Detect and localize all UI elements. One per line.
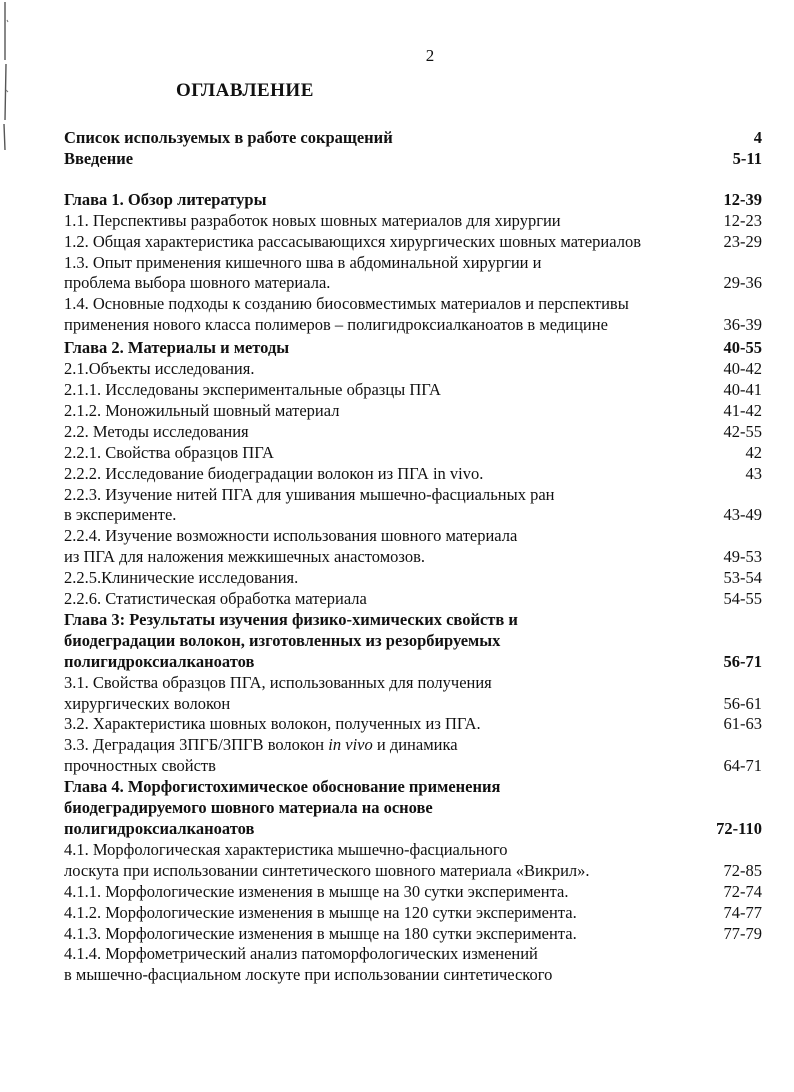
toc-entry <box>64 777 762 840</box>
toc-entry <box>64 944 762 986</box>
toc-entry-line: 2.2.1. Свойства образцов ПГА <box>64 442 274 462</box>
toc-entry-line: 3.2. Характеристика шовных волокон, полученных из ПГА. <box>64 714 481 734</box>
page-number: 2 <box>425 46 435 65</box>
toc-entry <box>64 714 762 735</box>
toc-entry <box>64 190 762 211</box>
toc-entry-title <box>64 485 710 527</box>
toc-entry-line: 2.2.3. Изучение нитей ПГА для ушивания мышечно-фасциальных ран <box>64 484 555 504</box>
toc-entry <box>64 128 762 149</box>
toc-entry-title <box>64 840 710 882</box>
toc-entry-line: применения нового класса полимеров – полигидроксиалканоатов в медицине <box>64 315 608 335</box>
toc-entry <box>64 882 762 903</box>
toc-entry-line: 2.2.2. Исследование биодеградации волокон из ПГА in vivo. <box>64 463 484 483</box>
toc-entry-pages: 53-54 <box>723 568 762 588</box>
toc-entry <box>64 149 762 170</box>
toc-entry-title <box>64 294 710 336</box>
toc-entry-line: 2.2.4. Изучение возможности использования шовного материала <box>64 526 518 546</box>
toc-entry-pages: 54-55 <box>723 589 762 609</box>
toc-entry-title <box>64 882 710 903</box>
toc-entry-pages: 12-23 <box>723 210 762 230</box>
toc-entry-pages: 64-71 <box>723 756 762 776</box>
toc-entry-title <box>64 526 710 568</box>
toc-entry-pages: 5-11 <box>732 148 762 168</box>
toc-entry-pages: 49-53 <box>723 547 762 567</box>
toc-entry <box>64 422 762 443</box>
toc-entry-title <box>64 777 702 840</box>
toc-entry <box>64 673 762 715</box>
toc-entry-line: 2.2.6. Статистическая обработка материала <box>64 589 367 609</box>
toc-entry-pages: 61-63 <box>723 714 762 734</box>
toc-entry-title <box>64 903 710 924</box>
toc-entry-title <box>64 211 710 232</box>
toc-entry-line: 1.4. Основные подходы к созданию биосовместимых материалов и перспективы <box>64 294 629 314</box>
toc-entry-line: лоскута при использовании синтетического шовного материала «Викрил». <box>64 860 590 880</box>
toc-entry-line: из ПГА для наложения межкишечных анастомозов. <box>64 547 425 567</box>
toc-heading: ОГЛАВЛЕНИЕ <box>176 80 314 101</box>
toc-entry-pages: 40-41 <box>723 379 762 399</box>
toc-entry-pages: 40-42 <box>723 359 762 379</box>
toc-entry-line: полигидроксиалканоатов <box>64 819 255 838</box>
toc-entry-title <box>64 464 732 485</box>
toc-entry-line: 4.1.1. Морфологические изменения в мышце на 30 сутки эксперимента. <box>64 881 569 901</box>
toc-entry-pages: 40-55 <box>723 338 762 358</box>
toc-entry <box>64 903 762 924</box>
toc-entry-pages: 43 <box>745 463 762 483</box>
toc-entry-pages: 56-71 <box>723 651 762 671</box>
toc-entry-line: Глава 1. Обзор литературы <box>64 189 267 209</box>
toc-entry-title <box>64 610 710 673</box>
toc-entry-line: хирургических волокон <box>64 693 231 713</box>
toc-entry-title <box>64 401 710 422</box>
toc-entry-pages: 72-74 <box>723 881 762 901</box>
toc-entry-pages: 42 <box>745 442 762 462</box>
toc-entry <box>64 526 762 568</box>
toc-entry-pages: 72-85 <box>723 860 762 880</box>
toc-entry-pages: 72-110 <box>716 819 762 838</box>
toc-entry-pages: 56-61 <box>723 693 762 713</box>
toc-entry-line: 1.2. Общая характеристика рассасывающихся хирургических шовных материалов <box>64 231 641 251</box>
toc-entry-line: Глава 4. Морфогистохимическое обоснование применения <box>64 777 501 797</box>
toc-entry-line: в эксперименте. <box>64 505 177 525</box>
toc-entry-line: 1.3. Опыт применения кишечного шва в абдоминальной хирургии и <box>64 252 542 272</box>
toc-entry <box>64 232 762 253</box>
toc-entry-title <box>64 380 710 401</box>
toc-entry-pages: 23-29 <box>723 231 762 251</box>
toc-entry <box>64 924 762 945</box>
toc-entry-title <box>64 422 710 443</box>
toc-entry-title <box>64 924 710 945</box>
toc-entry-line: 2.2. Методы исследования <box>64 421 249 441</box>
toc-entry-title <box>64 735 710 777</box>
toc-entry <box>64 401 762 422</box>
toc-entry-line: 1.1. Перспективы разработок новых шовных материалов для хирургии <box>64 210 561 230</box>
toc-entry-line: Список используемых в работе сокращений <box>64 128 393 147</box>
toc-entry-line: 2.1.2. Моножильный шовный материал <box>64 400 340 420</box>
toc-entry <box>64 485 762 527</box>
toc-entry <box>64 610 762 673</box>
toc-entry-line: в мышечно-фасциальном лоскуте при использовании синтетического <box>64 965 553 985</box>
toc-entry <box>64 589 762 610</box>
toc-entry-title <box>64 253 710 295</box>
toc-entry-title <box>64 338 710 359</box>
toc-entry <box>64 380 762 401</box>
toc-entry-line: Глава 3: Результаты изучения физико-химических свойств и <box>64 609 518 629</box>
scan-edge-artifact <box>2 0 10 160</box>
toc-entry-line: 4.1.3. Морфологические изменения в мышце на 180 сутки эксперимента. <box>64 923 577 943</box>
toc-entry-title <box>64 232 710 253</box>
toc-entry-title <box>64 149 719 170</box>
toc-entry <box>64 568 762 589</box>
toc-entry-title <box>64 714 710 735</box>
toc-entry-line: Глава 2. Материалы и методы <box>64 338 290 358</box>
table-of-contents <box>64 128 762 986</box>
toc-entry-line: полигидроксиалканоатов <box>64 651 255 671</box>
toc-entry <box>64 464 762 485</box>
toc-entry-pages: 41-42 <box>723 400 762 420</box>
toc-entry-line: 3.3. Деградация 3ПГБ/3ПГВ волокон in vivo и динамика <box>64 735 458 755</box>
toc-entry-pages: 42-55 <box>723 421 762 441</box>
toc-entry-line: Введение <box>64 148 134 168</box>
toc-entry-line: 4.1.2. Морфологические изменения в мышце на 120 сутки эксперимента. <box>64 902 577 922</box>
toc-entry <box>64 840 762 882</box>
toc-entry-line: биодеградации волокон, изготовленных из резорбируемых <box>64 630 501 650</box>
toc-entry-line: 3.1. Свойства образцов ПГА, использованных для получения <box>64 672 492 692</box>
toc-entry-line: 2.1.1. Исследованы экспериментальные образцы ПГА <box>64 379 441 399</box>
toc-entry-line: 4.1. Морфологическая характеристика мышечно-фасциального <box>64 839 508 859</box>
toc-entry-title <box>64 128 740 149</box>
toc-entry-line: прочностных свойств <box>64 756 216 776</box>
toc-entry-pages: 77-79 <box>723 923 762 943</box>
toc-entry <box>64 735 762 777</box>
toc-entry-title <box>64 568 710 589</box>
toc-entry-line: 2.1.Объекты исследования. <box>64 359 255 379</box>
toc-entry-title <box>64 673 710 715</box>
toc-entry <box>64 294 762 336</box>
toc-entry-pages: 29-36 <box>723 273 762 293</box>
toc-entry <box>64 253 762 295</box>
toc-entry-pages: 74-77 <box>723 902 762 922</box>
toc-entry-line: биодеградируемого шовного материала на основе <box>64 798 433 818</box>
toc-entry-title <box>64 190 710 211</box>
toc-entry-line: 2.2.5.Клинические исследования. <box>64 568 299 588</box>
toc-entry-line: 4.1.4. Морфометрический анализ патоморфологических изменений <box>64 944 538 964</box>
toc-entry-line: проблема выбора шовного материала. <box>64 273 331 293</box>
toc-entry-title <box>64 359 710 380</box>
toc-entry <box>64 359 762 380</box>
toc-entry-title <box>64 944 748 986</box>
toc-entry <box>64 338 762 359</box>
toc-entry-pages: 43-49 <box>723 505 762 525</box>
toc-entry <box>64 443 762 464</box>
toc-entry-pages: 36-39 <box>723 315 762 335</box>
toc-entry-pages: 12-39 <box>723 189 762 209</box>
toc-entry <box>64 211 762 232</box>
toc-entry-pages: 4 <box>753 128 762 147</box>
toc-entry-title <box>64 589 710 610</box>
toc-entry-title <box>64 443 732 464</box>
